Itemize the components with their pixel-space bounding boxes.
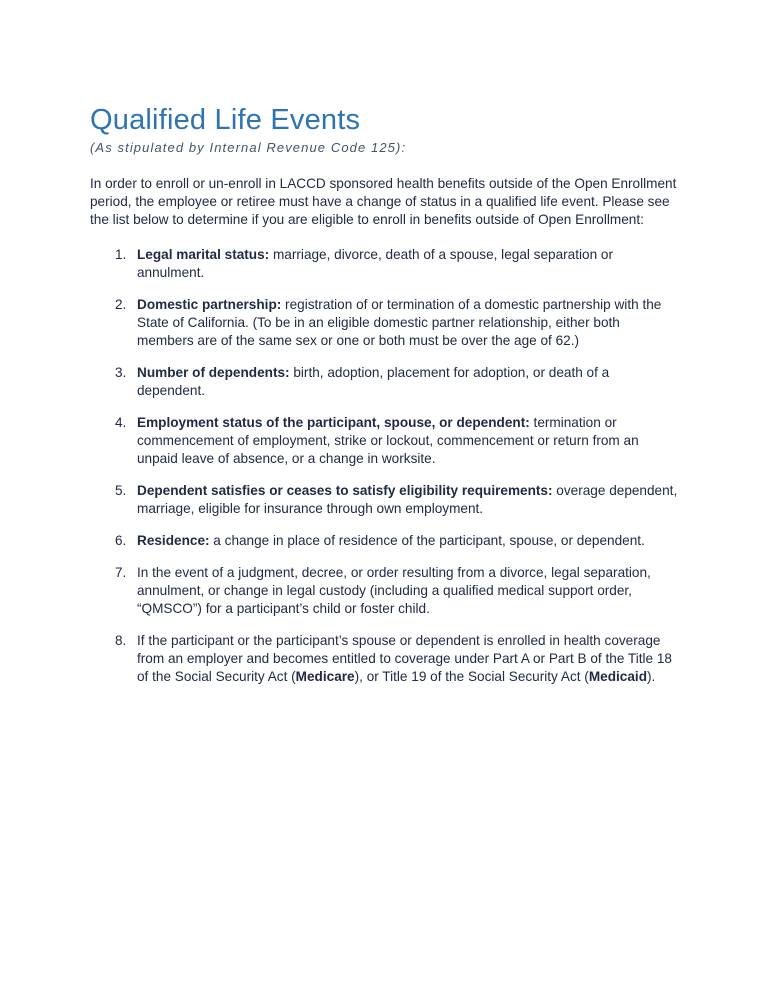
item-rest: a change in place of residence of the participant, spouse, or dependent. [209,533,645,548]
item-text [137,564,678,618]
intro-paragraph: In order to enroll or un-enroll in LACCD sponsored health benefits outside of the Open Enrollment period, the employee or retiree must have a change of status in a qualified life event. Please see the list below to determine if you are eligible to enroll in benefits outside of Open Enrollment: [90,176,677,227]
medicare-bold-text: Medicare [295,669,355,684]
item-rest: overage dependent, marriage, eligible for insurance through own employment. [137,483,678,516]
page-title: Qualified Life Events [90,104,361,136]
item-number: 2. [115,297,127,312]
item-number: 4. [115,415,127,430]
item-lead: Residence: [137,533,210,548]
list-item [115,414,678,468]
list-item [115,296,678,350]
item-text [137,246,678,282]
list-item [115,246,678,282]
item-number: 1. [115,247,127,262]
item-rest: marriage, divorce, death of a spouse, legal separation or annulment. [137,247,614,280]
item-number: 8. [115,633,127,648]
item-lead: Dependent satisfies or ceases to satisfy eligibility requirements: [137,483,553,498]
item-rest: ), or Title 19 of the Social Security Act ( [354,669,589,684]
item-rest: If the participant or the participant’s spouse or dependent is enrolled in health coverage from an employer and becomes entitled to coverage under Part A or Part B of the Title 18 of the Social Security Act ( [137,633,672,684]
list-item [115,632,678,686]
item-number: 7. [115,565,127,580]
item-lead: Employment status of the participant, spouse, or dependent: [137,415,530,430]
item-lead: Domestic partnership: [137,297,282,312]
list-item [115,364,678,400]
list-item [115,564,678,618]
item-lead: Number of dependents: [137,365,290,380]
item-text [137,532,678,550]
item-number: 3. [115,365,127,380]
item-rest: termination or commencement of employment, strike or lockout, commencement or return from an unpaid leave of absence, or a change in worksite. [137,415,639,466]
list-item [115,482,678,518]
item-rest: ). [647,669,656,684]
qualified-life-events-list [90,246,678,686]
medicaid-bold-text: Medicaid [588,669,647,684]
item-text [137,364,678,400]
item-rest: birth, adoption, placement for adoption, or death of a dependent. [137,365,610,398]
item-number: 6. [115,533,127,548]
item-lead: Legal marital status: [137,247,270,262]
list-item [115,532,678,550]
item-rest: registration of or termination of a domestic partnership with the State of California. (To be in an eligible domestic partner relationship, either both members are of the same sex or one or both must be over the age of 62.) [137,297,662,348]
item-rest: In the event of a judgment, decree, or order resulting from a divorce, legal separation, annulment, or change in legal custody (including a qualified medical support order, “QMSCO”) for a participant’s child or foster child. [137,565,651,616]
page-subtitle: (As stipulated by Internal Revenue Code 125): [90,140,407,155]
item-text [137,296,678,350]
item-text [137,632,678,686]
item-number: 5. [115,483,127,498]
item-text [137,414,678,468]
item-text [137,482,678,518]
